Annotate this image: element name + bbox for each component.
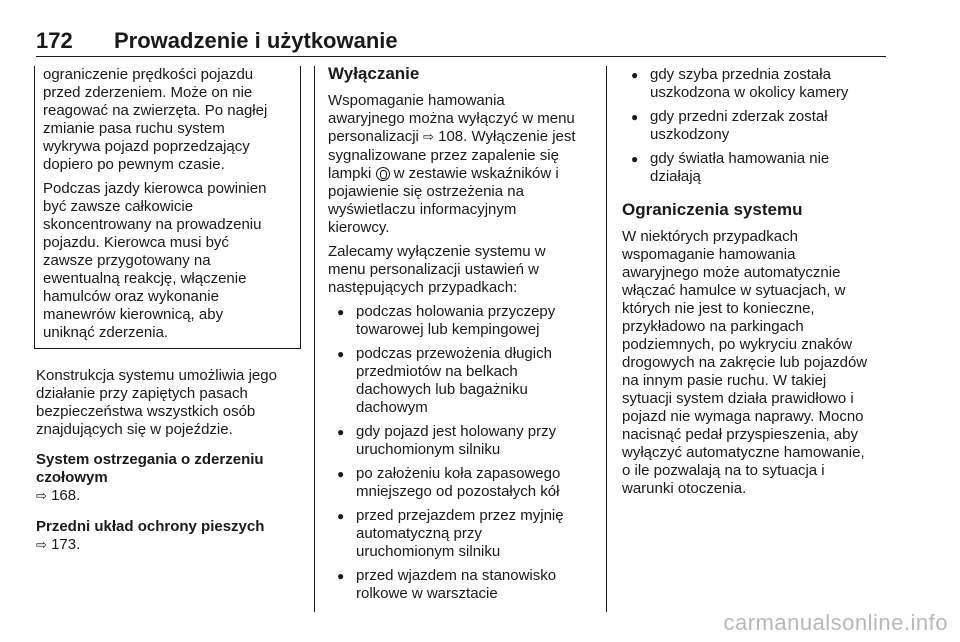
bullet-list-disable-cases-continued xyxy=(622,66,892,186)
brake-assist-off-lamp-icon xyxy=(376,167,390,181)
list-item: ● podczas przewożenia długich przedmiotów na belkach dachowych lub bagażniku dachowym xyxy=(328,345,593,417)
reference-page: 173. xyxy=(51,536,81,553)
page-number: 172 xyxy=(36,28,73,53)
paragraph-disabling: Wspomaganie hamowania awaryjnego można wyłączyć w menu personalizacji ⇨ 108. Wyłączenie jest sygnalizowane przez zapalenie się lampki w zestawie wskaźników i pojawienie się ostrzeżenia na wyświetlaczu informacyjnym kierowcy. xyxy=(328,92,576,236)
column-1 xyxy=(36,66,301,561)
list-item: ● gdy przedni zderzak został uszkodzony xyxy=(622,108,892,144)
reference-pedestrian-protection[interactable]: Przedni układ ochrony pieszych ⇨ 173. xyxy=(36,518,265,553)
warning-paragraph-2: Podczas jazdy kierowca powinien być zawsze całkowicie skoncentrowany na prowadzeniu pojazdu. Kierowca musi być zawsze przygotowany na ewentualną reakcję, włączenie hamulców oraz wykonanie manewrów kierownicą, aby uniknąć zderzenia. xyxy=(43,180,267,341)
paragraph-limitations: W niektórych przypadkach wspomaganie hamowania awaryjnego może automatycznie włączać hamulce w sytuacjach, w których nie jest to konieczne, przykładowo na parkingach podziemnych, po wykryciu znaków drogowych na zakręcie lub pojazdów na innym pasie ruchu. W takiej sytuacji system działa prawidłowo i pojazd nie wymaga naprawy. Mocno nacisnąć pedał przyspieszenia, aby wyłączyć automatyczne hamowanie, o ile pozwalają na to sytuacja i warunki otoczenia. xyxy=(622,228,868,497)
list-item: ● podczas holowania przyczepy towarowej lub kempingowej xyxy=(328,303,593,339)
list-item: ● przed przejazdem przez myjnię automatyczną przy uruchomionym silniku xyxy=(328,507,593,561)
list-item: ● po założeniu koła zapasowego mniejszego od pozostałych kół xyxy=(328,465,593,501)
warning-paragraph-1: ograniczenie prędkości pojazdu przed zderzeniem. Może on nie reagować na zwierzęta. Po nagłej zmianie pasa ruchu system wykrywa pojazd poprzedzający dopiero po pewnym czasie. xyxy=(43,66,268,173)
list-item: ● przed wjazdem na stanowisko rolkowe w warsztacie xyxy=(328,567,593,603)
section-heading-limitations: Ograniczenia systemu xyxy=(622,200,803,219)
section-heading-disabling: Wyłączanie xyxy=(328,64,420,83)
page-title: Prowadzenie i użytkowanie xyxy=(114,28,398,53)
reference-collision-warning[interactable]: System ostrzegania o zderzeniu czołowym ⇨ 168. xyxy=(36,451,264,504)
list-item: ● gdy szyba przednia została uszkodzona w okolicy kamery xyxy=(622,66,892,102)
column-divider-1 xyxy=(314,66,315,612)
paragraph-seatbelts: Konstrukcja systemu umożliwia jego działanie przy zapiętych pasach bezpieczeństwa wszystkich osób znajdujących się w pojeździe. xyxy=(36,367,277,438)
paragraph-recommendation: Zalecamy wyłączenie systemu w menu personalizacji ustawień w następujących przypadkach: xyxy=(328,243,546,296)
page-reference-icon: ⇨ xyxy=(36,489,47,504)
column-divider-2 xyxy=(606,66,607,612)
reference-page: 168. xyxy=(51,487,81,504)
page-reference-icon[interactable]: ⇨ xyxy=(423,130,434,145)
page-reference-icon: ⇨ xyxy=(36,538,47,553)
column-2 xyxy=(328,64,593,609)
list-item: ● gdy pojazd jest holowany przy uruchomionym silniku xyxy=(328,423,593,459)
list-item: ● gdy światła hamowania nie działają xyxy=(622,150,892,186)
bullet-list-disable-cases xyxy=(328,303,593,603)
column-3 xyxy=(622,64,892,504)
page-header xyxy=(36,28,886,57)
watermark: carmanualsonline.info xyxy=(723,610,948,635)
warning-box xyxy=(34,66,301,349)
